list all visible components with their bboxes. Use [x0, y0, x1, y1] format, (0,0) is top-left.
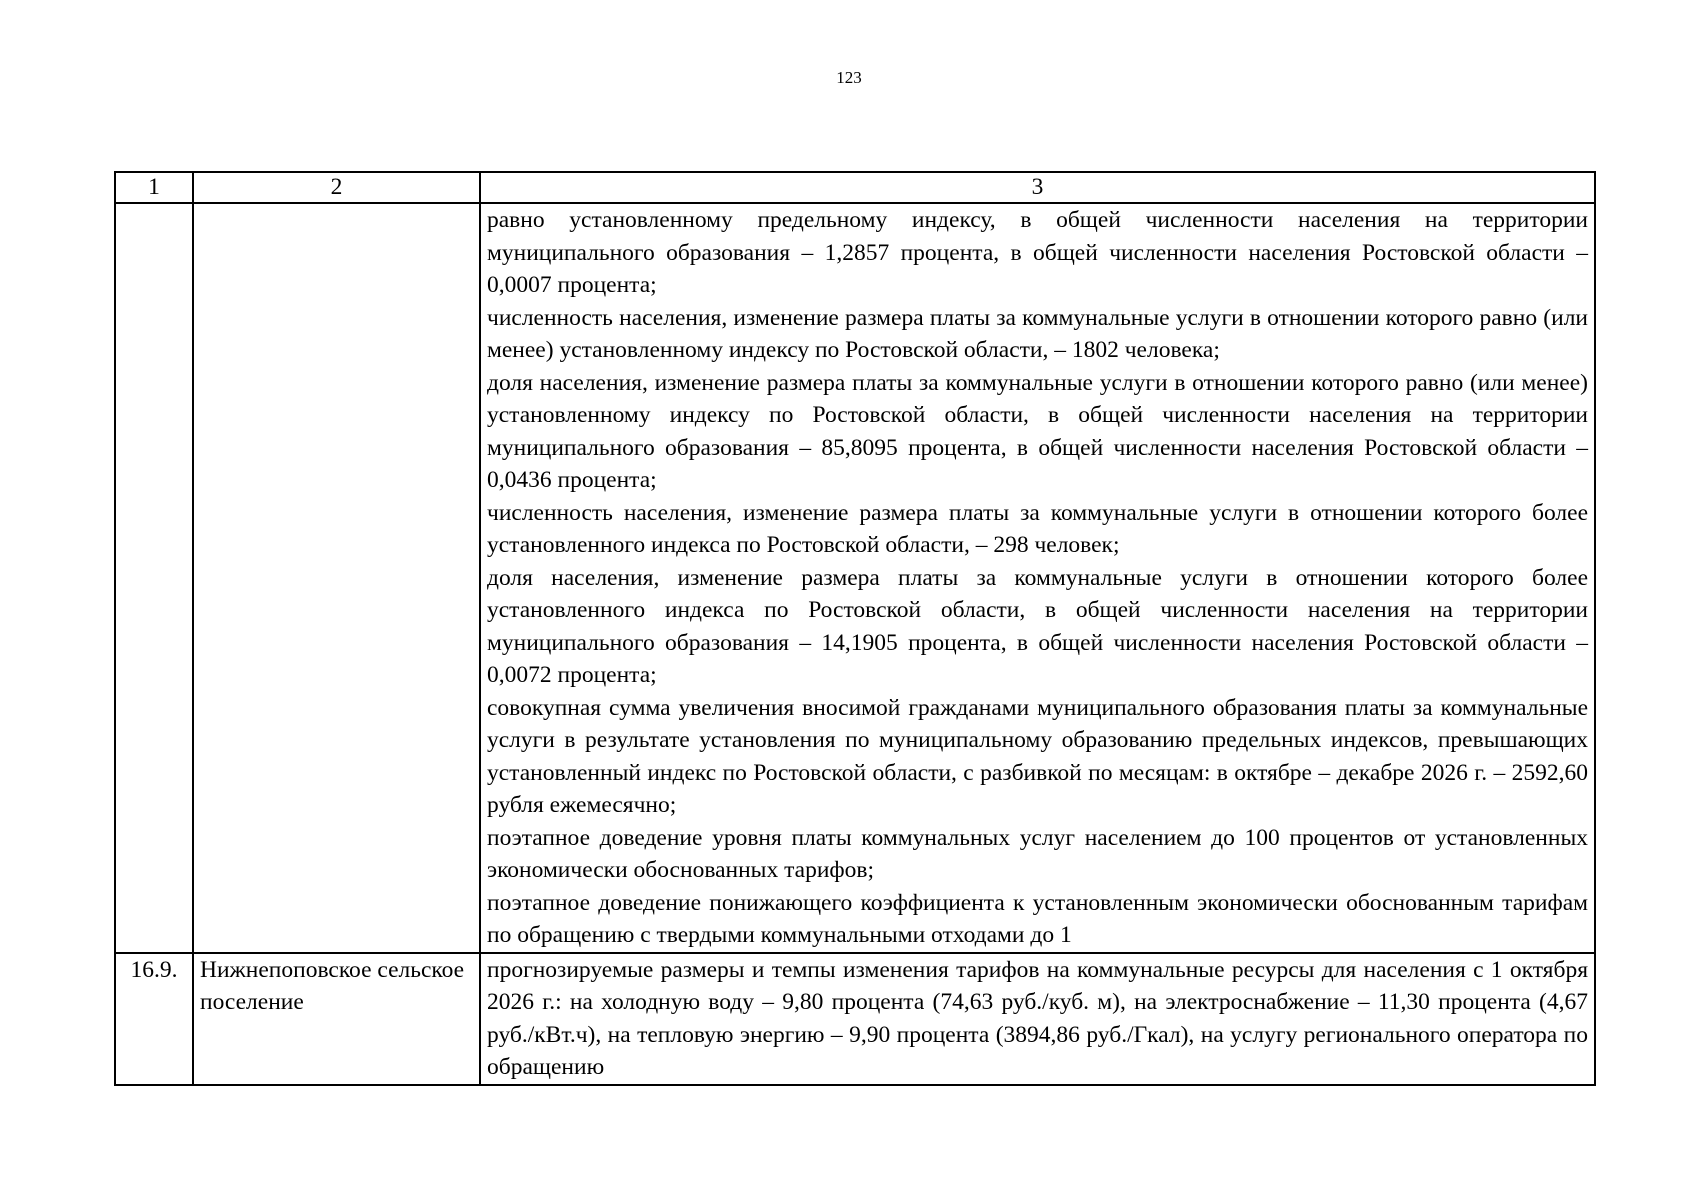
paragraph: доля населения, изменение размера платы за коммунальные услуги в отношении которого равно (или менее) установленному индексу по Ростовской области, в общей численности населения на территории муниципального образования – 85,8095 процента, в общей численности населения Ростовской области – 0,0436 процента; — [487, 369, 1588, 493]
paragraph: численность населения, изменение размера платы за коммунальные услуги в отношении которого равно (или менее) установленному индексу по Ростовской области, – 1802 человека; — [487, 304, 1588, 363]
paragraph: равно установленному предельному индексу, в общей численности населения на территории муниципального образования – 1,2857 процента, в общей численности населения Ростовской области – 0,0007 процента; — [487, 207, 1588, 298]
table-row — [115, 953, 1595, 1085]
paragraph: поэтапное доведение понижающего коэффициента к установленным экономически обоснованным тарифам по обращению с твердыми коммунальными отходами до 1 — [487, 889, 1588, 948]
table-row — [115, 203, 1595, 953]
row-number: 16.9. — [115, 953, 193, 1085]
paragraph: численность населения, изменение размера платы за коммунальные услуги в отношении которого более установленного индекса по Ростовской области, – 298 человек; — [487, 499, 1588, 558]
paragraph: доля населения, изменение размера платы за коммунальные услуги в отношении которого более установленного индекса по Ростовской области, в общей численности населения на территории муниципального образования – 14,1905 процента, в общей численности населения Ростовской области – 0,0072 процента; — [487, 564, 1588, 688]
data-table — [114, 171, 1596, 1086]
paragraph: совокупная сумма увеличения вносимой гражданами муниципального образования платы за коммунальные услуги в результате установления по муниципальному образованию предельных индексов, превышающих установленный индекс по Ростовской области, с разбивкой по месяцам: в октябре – декабре 2026 г. – 2592,60 рубля ежемесячно; — [487, 694, 1588, 818]
row-name — [193, 203, 480, 953]
row-name: Нижнепоповское сельское поселение — [193, 953, 480, 1085]
table-header-row — [115, 172, 1595, 203]
header-col-2: 2 — [193, 172, 480, 203]
header-col-3: 3 — [480, 172, 1595, 203]
paragraph: прогнозируемые размеры и темпы изменения тарифов на коммунальные ресурсы для населения с 1 октября 2026 г.: на холодную воду – 9,80 процента (74,63 руб./куб. м), на электроснабжение – 11,30 процента (4,67 руб./кВт.ч), на тепловую энергию – 9,90 процента (3894,86 руб./Гкал), на услугу регионального оператора по обращению — [487, 956, 1588, 1080]
paragraph: поэтапное доведение уровня платы коммунальных услуг населением до 100 процентов от установленных экономически обоснованных тарифов; — [487, 824, 1588, 883]
header-col-1: 1 — [115, 172, 193, 203]
row-content — [480, 953, 1595, 1085]
row-content — [480, 203, 1595, 953]
row-number — [115, 203, 193, 953]
page-number: 123 — [836, 68, 862, 87]
